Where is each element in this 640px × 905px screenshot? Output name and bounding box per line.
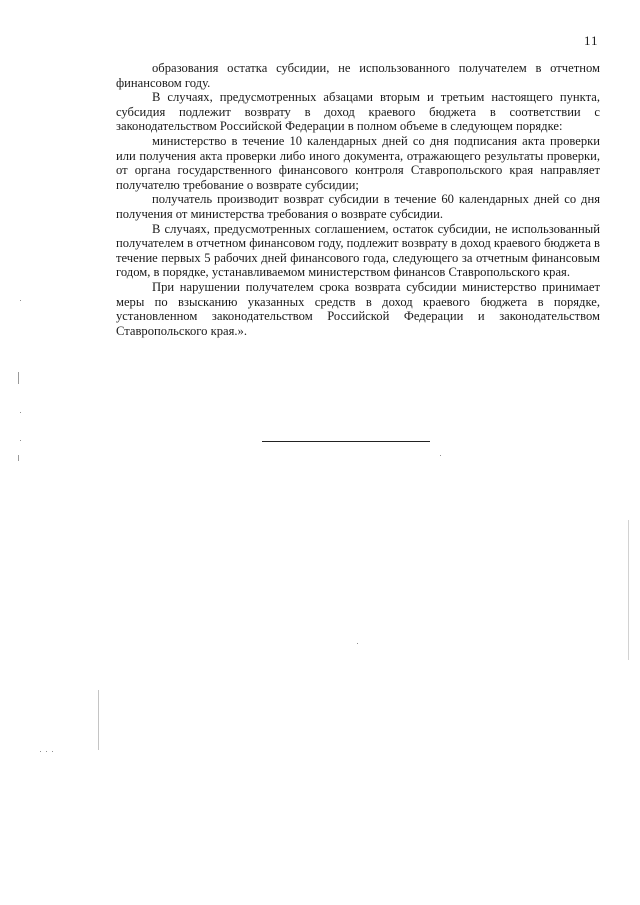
paragraph-return-cases: В случаях, предусмотренных абзацами вторым и третьим настоящего пункта, субсидия подлежит возврату в доход краевого бюджета в соответствии с законодательством Российской Федерации в полном объеме в следующем порядке: <box>116 90 600 134</box>
paragraph-violation-measures: При нарушении получателем срока возврата субсидии министерство принимает меры по взысканию указанных средств в доход краевого бюджета в порядке, установленном законодательством Российской Федерации и законодательством Ставропольского края.». <box>116 279 600 338</box>
document-body <box>116 61 600 338</box>
scan-artifact <box>18 372 19 384</box>
scan-artifact <box>20 300 21 301</box>
paragraph-agreement-cases: В случаях, предусмотренных соглашением, остаток субсидии, не использованный получателем в отчетном финансовом году, подлежит возврату в доход краевого бюджета в течение первых 5 рабочих дней финансового года, следующего за отчетным финансовым годом, в порядке, устанавливаемом министерством финансов Ставропольского края. <box>116 221 600 280</box>
scan-artifact <box>628 520 629 660</box>
scan-artifact <box>20 412 21 413</box>
scan-artifact <box>40 751 41 752</box>
page-number: 11 <box>584 33 599 48</box>
scan-artifact <box>18 455 19 461</box>
end-separator-line <box>262 441 430 442</box>
scan-artifact <box>20 440 21 441</box>
paragraph-continuation: образования остатка субсидии, не использованного получателем в отчетном финансовом году. <box>116 61 600 90</box>
paragraph-recipient-return: получатель производит возврат субсидии в течение 60 календарных дней со дня получения от министерства требования о возврате субсидии. <box>116 192 600 221</box>
scan-artifact <box>46 751 47 752</box>
scan-artifact <box>52 751 53 752</box>
paragraph-ministry-deadline: министерство в течение 10 календарных дней со дня подписания акта проверки или получения акта проверки либо иного документа, отражающего результаты проверки, от органа государственного финансового контроля Ставропольского края направляет получателю требование о возврате субсидии; <box>116 133 600 192</box>
scan-artifact <box>357 643 358 644</box>
scan-artifact <box>98 690 99 750</box>
scan-artifact <box>440 455 441 456</box>
